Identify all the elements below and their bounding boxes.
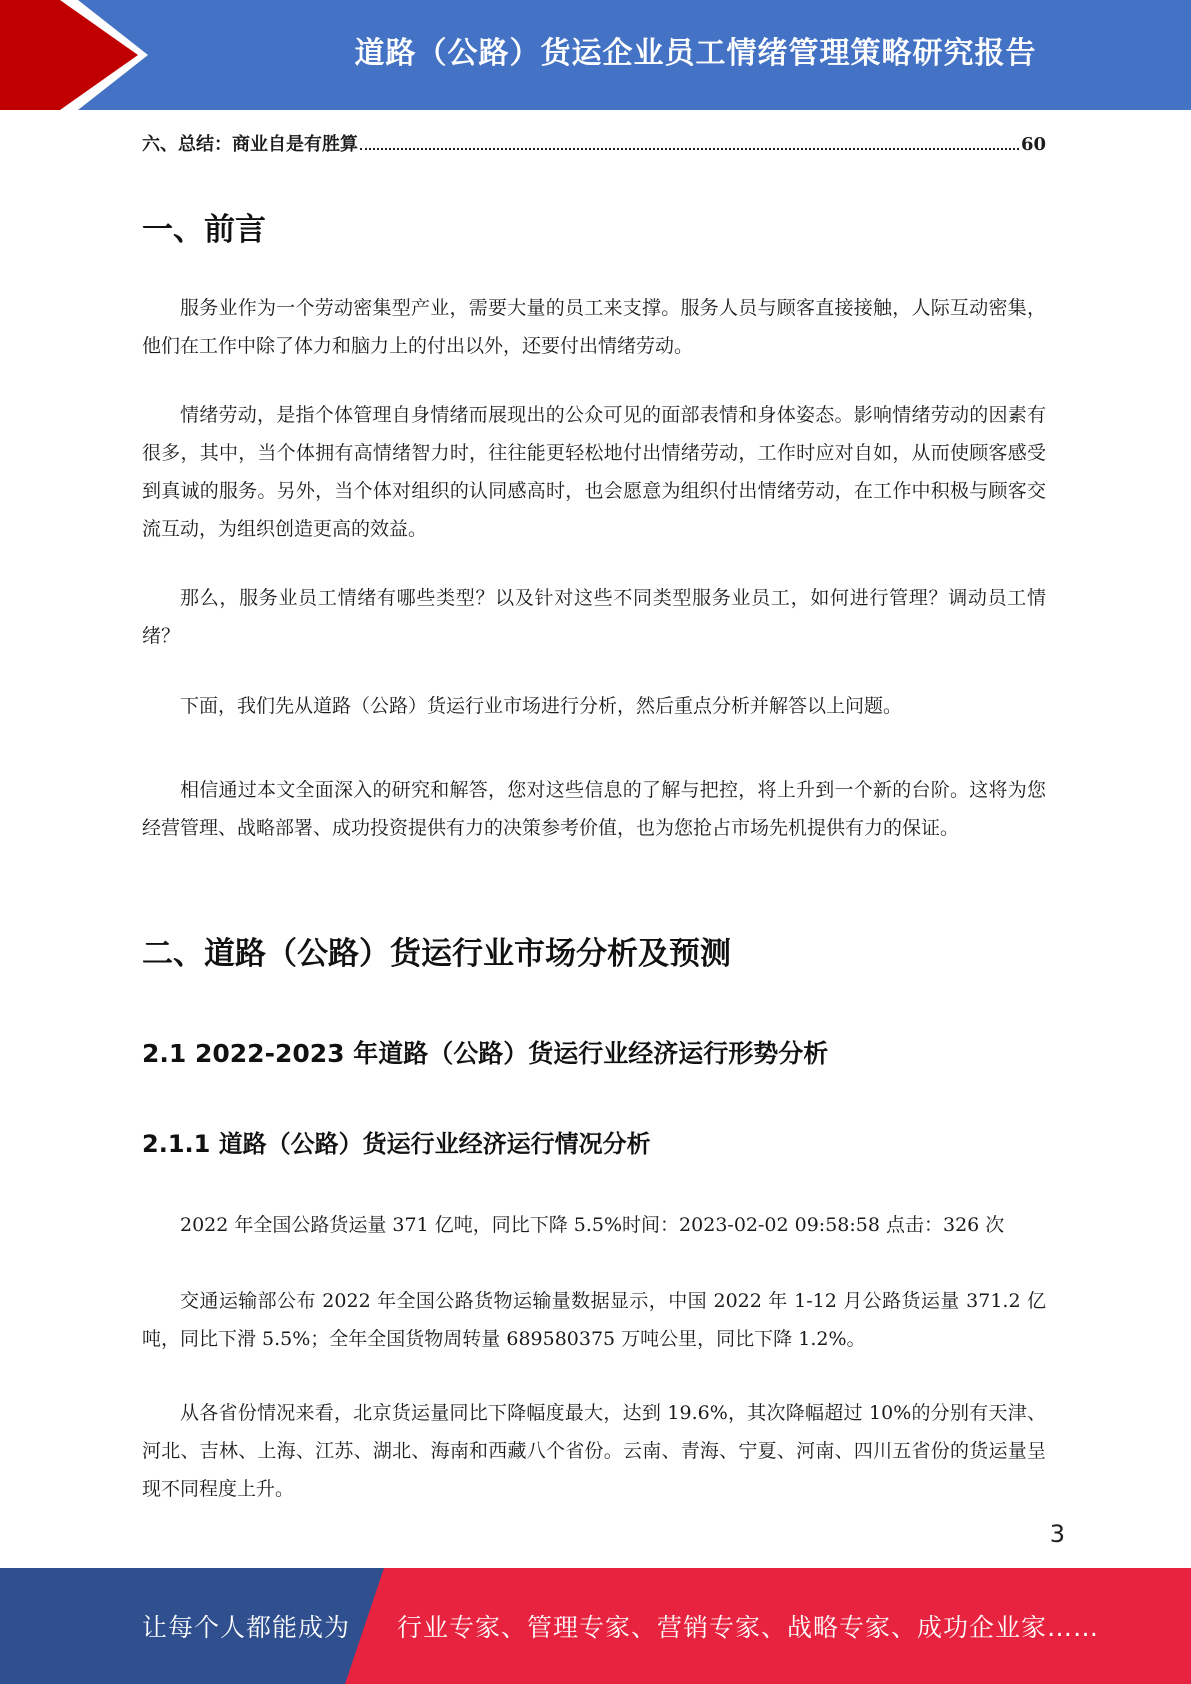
section-heading-preface: 一、前言: [142, 212, 266, 248]
paragraph: 服务业作为一个劳动密集型产业，需要大量的员工来支撑。服务人员与顾客直接接触，人际互动密集，他们在工作中除了体力和脑力上的付出以外，还要付出情绪劳动。: [142, 297, 1046, 357]
paragraph: 相信通过本文全面深入的研究和解答，您对这些信息的了解与把控，将上升到一个新的台阶。这将为您经营管理、战略部署、成功投资提供有力的决策参考价值，也为您抢占市场先机提供有力的保证。: [142, 779, 1046, 839]
paragraph: 从各省份情况来看，北京货运量同比下降幅度最大，达到 19.6%，其次降幅超过 10%的分别有天津、河北、吉林、上海、江苏、湖北、海南和西藏八个省份。云南、青海、宁夏、河南、四川五省份的货运量呈现不同程度上升。: [142, 1402, 1046, 1500]
paragraph: 下面，我们先从道路（公路）货运行业市场进行分析，然后重点分析并解答以上问题。: [180, 695, 903, 717]
report-title: 道路（公路）货运企业员工情绪管理策略研究报告: [354, 36, 1037, 71]
paragraph: 情绪劳动，是指个体管理自身情绪而展现出的公众可见的面部表情和身体姿态。影响情绪劳动的因素有很多，其中，当个体拥有高情绪智力时，往往能更轻松地付出情绪劳动，工作时应对自如，从而使顾客感受到真诚的服务。另外，当个体对组织的认同感高时，也会愿意为组织付出情绪劳动，在工作中积极与顾客交流互动，为组织创造更高的效益。: [142, 404, 1046, 540]
toc-entry-label: 六、总结：商业自是有胜算: [142, 134, 358, 155]
paragraph: 那么，服务业员工情绪有哪些类型？以及针对这些不同类型服务业员工，如何进行管理？调动员工情绪？: [142, 587, 1046, 647]
subsection-heading-2-1: 2.1 2022-2023 年道路（公路）货运行业经济运行形势分析: [142, 1039, 829, 1068]
page-footer: [0, 1568, 1191, 1684]
toc-entry-page: 60: [1020, 134, 1046, 155]
page-header: [0, 0, 1191, 110]
section-heading-market-analysis: 二、道路（公路）货运行业市场分析及预测: [142, 936, 731, 972]
page-number: 3: [1049, 1520, 1065, 1548]
paragraph: 2022 年全国公路货运量 371 亿吨，同比下降 5.5%时间：2023-02-02 09:58:58 点击：326 次: [180, 1214, 1005, 1236]
footer-slogan-left: 让每个人都能成为: [142, 1613, 351, 1642]
toc-leader-dots: [360, 148, 1019, 150]
footer-slogan-right: 行业专家、管理专家、营销专家、战略专家、成功企业家……: [397, 1613, 1100, 1642]
subsection-heading-2-1-1: 2.1.1 道路（公路）货运行业经济运行情况分析: [142, 1130, 651, 1158]
header-chevron-decoration: [0, 0, 160, 110]
toc-entry[interactable]: [142, 130, 1046, 156]
paragraph: 交通运输部公布 2022 年全国公路货物运输量数据显示，中国 2022 年 1-12 月公路货运量 371.2 亿吨，同比下滑 5.5%；全年全国货物周转量 689580375 万吨公里，同比下降 1.2%。: [142, 1290, 1046, 1350]
